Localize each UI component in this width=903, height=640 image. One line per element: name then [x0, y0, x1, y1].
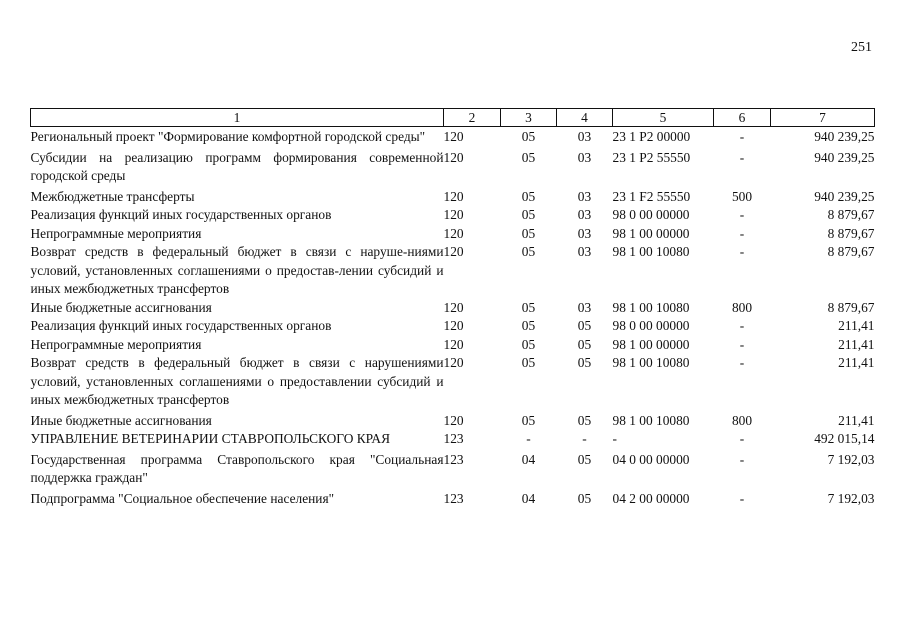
row-expense-type: -	[739, 431, 745, 446]
column-header: 6	[714, 109, 771, 127]
row-expense-type: -	[739, 490, 745, 506]
row-name: УПРАВЛЕНИЕ ВЕТЕРИНАРИИ СТАВРОПОЛЬСКОГО КРАЯ	[30, 431, 390, 446]
row-section-code: 05	[521, 412, 536, 428]
row-subsection-code: 03	[577, 149, 592, 165]
row-section-code: 04	[521, 451, 536, 467]
row-amount: 8 879,67	[827, 225, 875, 241]
row-amount: 940 239,25	[814, 188, 875, 204]
row-ministry-code: 120	[443, 188, 464, 204]
row-subsection-code: 05	[577, 412, 592, 428]
row-target-code: 98 1 00 10080	[612, 299, 690, 315]
row-section-code: 05	[521, 299, 536, 315]
header-row	[31, 109, 875, 127]
row-amount: 7 192,03	[827, 490, 875, 506]
row-target-code: 98 0 00 00000	[612, 318, 690, 333]
row-expense-type: -	[739, 336, 745, 352]
row-section-code: 05	[521, 188, 536, 204]
row-subsection-code: 05	[577, 451, 592, 467]
table-row	[31, 225, 875, 244]
row-target-code: 98 1 00 10080	[612, 244, 690, 259]
row-ministry-code: 123	[443, 431, 464, 446]
row-name: Субсидии на реализацию программ формирования современной городской среды	[30, 149, 444, 183]
row-amount: 940 239,25	[814, 129, 875, 144]
table-row	[31, 206, 875, 225]
row-section-code: 05	[521, 129, 536, 144]
row-target-code: -	[612, 431, 617, 446]
row-subsection-code: 03	[577, 188, 592, 204]
row-ministry-code: 120	[443, 207, 464, 222]
row-target-code: 98 1 00 10080	[612, 412, 690, 428]
row-section-code: 05	[521, 355, 536, 370]
row-subsection-code: 05	[577, 336, 592, 352]
row-amount: 940 239,25	[814, 149, 875, 165]
row-subsection-code: 03	[577, 299, 592, 315]
row-target-code: 98 1 00 00000	[612, 336, 690, 352]
row-subsection-code: -	[582, 431, 587, 446]
row-name: Непрограммные мероприятия	[30, 336, 202, 352]
row-ministry-code: 120	[443, 149, 464, 165]
row-name: Государственная программа Ставропольского края "Социальная поддержка граждан"	[30, 451, 444, 485]
row-expense-type: -	[739, 149, 745, 165]
row-expense-type: -	[739, 355, 745, 370]
row-ministry-code: 120	[443, 336, 464, 352]
column-header: 7	[771, 109, 875, 127]
row-name: Подпрограмма "Социальное обеспечение населения"	[30, 490, 335, 506]
table-row	[31, 336, 875, 355]
row-amount: 8 879,67	[827, 207, 875, 222]
row-subsection-code: 05	[577, 318, 592, 333]
row-ministry-code: 120	[443, 318, 464, 333]
row-expense-type: -	[739, 129, 745, 144]
row-subsection-code: 05	[577, 490, 592, 506]
row-ministry-code: 120	[443, 244, 464, 259]
row-ministry-code: 120	[443, 299, 464, 315]
row-amount: 211,41	[838, 318, 875, 333]
table-row	[31, 317, 875, 336]
row-name: Реализация функций иных государственных органов	[30, 207, 332, 222]
row-name: Иные бюджетные ассигнования	[30, 299, 212, 315]
row-name: Региональный проект "Формирование комфортной городской среды"	[30, 129, 426, 144]
table-row	[31, 410, 875, 431]
table-row	[31, 147, 875, 186]
row-subsection-code: 05	[577, 355, 592, 370]
row-section-code: 05	[521, 244, 536, 259]
column-header: 5	[613, 109, 714, 127]
row-name: Непрограммные мероприятия	[30, 225, 202, 241]
row-amount: 7 192,03	[827, 451, 875, 467]
row-amount: 211,41	[838, 336, 875, 352]
table-row	[31, 430, 875, 449]
column-header: 4	[557, 109, 613, 127]
row-name: Межбюджетные трансферты	[30, 188, 195, 204]
row-expense-type: 800	[731, 412, 753, 428]
row-ministry-code: 120	[443, 412, 464, 428]
row-subsection-code: 03	[577, 207, 592, 222]
row-target-code: 04 0 00 00000	[612, 451, 690, 467]
table-row	[31, 488, 875, 509]
row-target-code: 98 1 00 00000	[612, 225, 690, 241]
column-header: 3	[501, 109, 557, 127]
row-section-code: 04	[521, 490, 536, 506]
row-ministry-code: 120	[443, 225, 464, 241]
row-expense-type: -	[739, 225, 745, 241]
row-expense-type: -	[739, 451, 745, 467]
row-target-code: 23 1 F2 55550	[612, 188, 691, 204]
row-subsection-code: 03	[577, 244, 592, 259]
row-ministry-code: 120	[443, 129, 464, 144]
row-expense-type: -	[739, 244, 745, 259]
row-expense-type: -	[739, 207, 745, 222]
row-subsection-code: 03	[577, 129, 592, 144]
row-amount: 8 879,67	[827, 244, 875, 259]
row-expense-type: 500	[731, 188, 753, 204]
table-row	[31, 354, 875, 410]
row-target-code: 98 1 00 10080	[612, 355, 690, 370]
row-name: Возврат средств в федеральный бюджет в связи с нарушениями условий, установленных соглашениями о предоставлении субсидий и иных межбюджетных трансфертов	[30, 355, 444, 407]
table-row	[31, 186, 875, 207]
row-subsection-code: 03	[577, 225, 592, 241]
row-amount: 211,41	[838, 355, 875, 370]
table-row	[31, 449, 875, 488]
row-name: Возврат средств в федеральный бюджет в связи с наруше-ниями условий, установленных соглашениями о предостав-лении субсидий и иных межбюджетных трансфертов	[30, 244, 444, 296]
row-name: Иные бюджетные ассигнования	[30, 412, 212, 428]
row-section-code: 05	[521, 225, 536, 241]
row-section-code: -	[526, 431, 531, 446]
row-ministry-code: 123	[443, 490, 464, 506]
row-amount: 211,41	[838, 412, 875, 428]
row-amount: 492 015,14	[814, 431, 875, 446]
table-row	[31, 243, 875, 299]
row-section-code: 05	[521, 318, 536, 333]
row-amount: 8 879,67	[827, 299, 875, 315]
row-target-code: 98 0 00 00000	[612, 207, 690, 222]
row-target-code: 23 1 P2 00000	[612, 129, 691, 144]
column-header: 2	[444, 109, 501, 127]
row-name: Реализация функций иных государственных органов	[30, 318, 332, 333]
table-row	[31, 299, 875, 318]
row-section-code: 05	[521, 207, 536, 222]
row-target-code: 04 2 00 00000	[612, 490, 690, 506]
row-expense-type: 800	[731, 299, 753, 315]
row-section-code: 05	[521, 149, 536, 165]
table-row	[31, 127, 875, 147]
row-target-code: 23 1 P2 55550	[612, 149, 691, 165]
row-section-code: 05	[521, 336, 536, 352]
row-ministry-code: 123	[443, 451, 464, 467]
row-ministry-code: 120	[443, 355, 464, 370]
budget-table	[30, 108, 875, 508]
column-header: 1	[31, 109, 444, 127]
page-number: 251	[851, 40, 872, 55]
row-expense-type: -	[739, 318, 745, 333]
